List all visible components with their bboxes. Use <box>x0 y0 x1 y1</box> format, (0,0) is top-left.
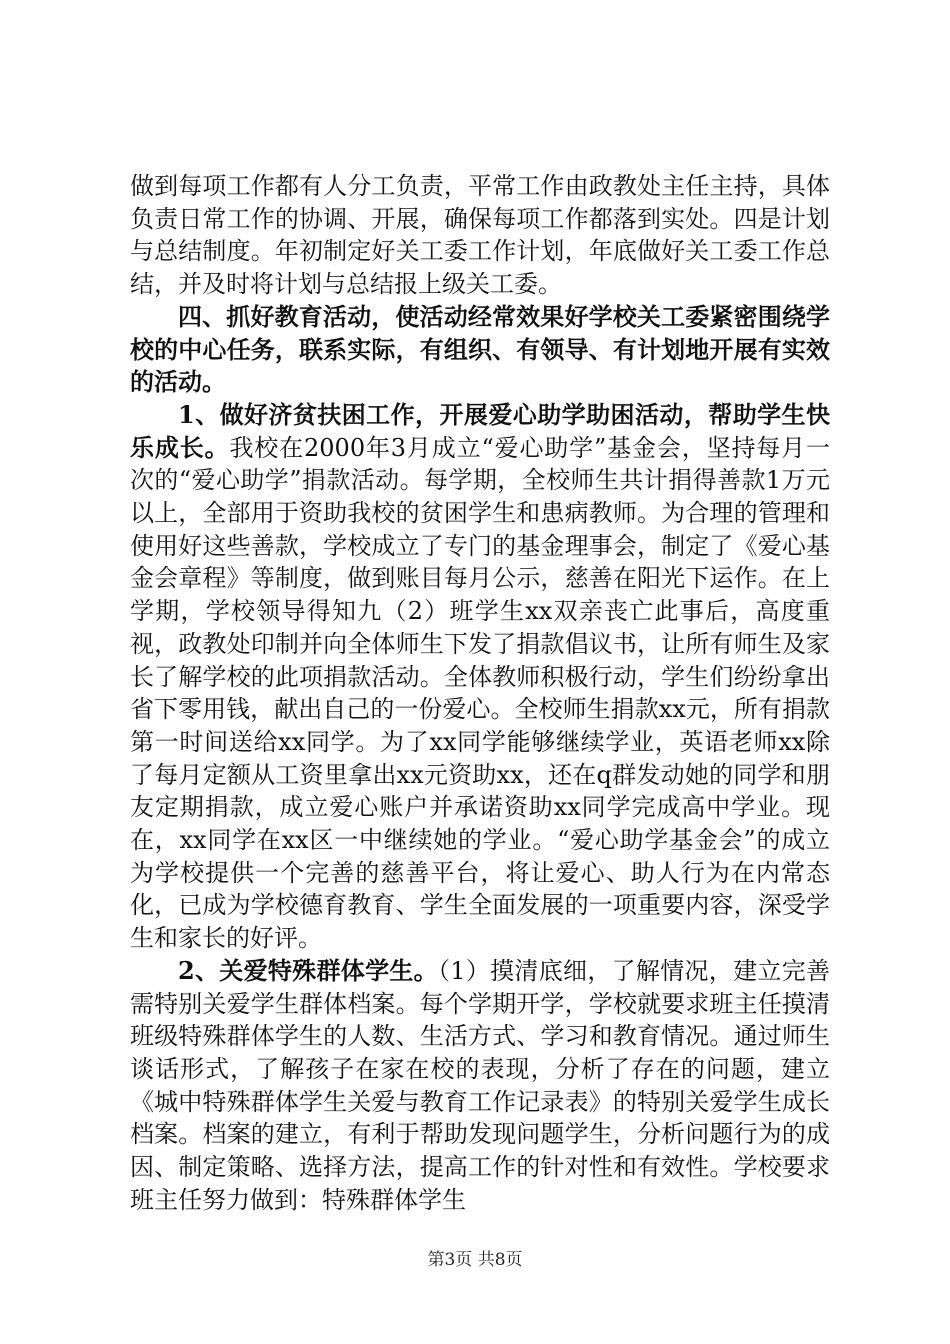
section-heading-4 <box>130 301 830 399</box>
paragraph-4-heading: 2、关爱特殊群体学生。 <box>178 955 438 985</box>
paragraph-4-text: （1）摸清底细，了解情况，建立完善需特别关爱学生群体档案。每个学期开学，学校就要求班主任摸清班级特殊群体学生的人数、生活方式、学习和教育情况。通过师生谈话形式，了解孩子在家在校的表现，分析了存在的问题，建立《城中特殊群体学生关爱与教育工作记录表》的特别关爱学生成长档案。档案的建立，有利于帮助发现问题学生，分析问题行为的成因、制定策略、选择方法，提高工作的针对性和有效性。学校要求班主任努力做到：特殊群体学生 <box>130 956 830 1214</box>
document-body <box>130 170 830 1217</box>
section-heading-4-text: 四、抓好教育活动，使活动经常效果好学校关工委紧密围绕学校的中心任务，联系实际，有组织、有领导、有计划地开展有实效的活动。 <box>130 301 830 397</box>
page-footer <box>0 1245 950 1270</box>
paragraph-1-text: 做到每项工作都有人分工负责，平常工作由政教处主任主持，具体负责日常工作的协调、开展，确保每项工作都落到实处。四是计划与总结制度。年初制定好关工委工作计划，年底做好关工委工作总结，并及时将计划与总结报上级关工委。 <box>130 172 830 299</box>
paragraph-3-text: 我校在2000年3月成立“爱心助学”基金会，坚持每月一次的“爱心助学”捐款活动。每学期，全校师生共计捐得善款1万元以上，全部用于资助我校的贫困学生和患病教师。为合理的管理和使用好这些善款，学校成立了专门的基金理事会，制定了《爱心基金会章程》等制度，做到账目每月公示，慈善在阳光下运作。在上学期，学校领导得知九（2）班学生xx双亲丧亡此事后，高度重视，政教处印制并向全体师生下发了捐款倡议书，让所有师生及家长了解学校的此项捐款活动。全体教师积极行动，学生们纷纷拿出省下零用钱，献出自己的一份爱心。全校师生捐款xx元，所有捐款第一时间送给xx同学。为了xx同学能够继续学业，英语老师xx除了每月定额从工资里拿出xx元资助xx，还在q群发动她的同学和朋友定期捐款，成立爱心账户并承诺资助xx同学完成高中学业。现在，xx同学在xx区一中继续她的学业。“爱心助学基金会”的成立为学校提供一个完善的慈善平台，将让爱心、助人行为在内常态化，已成为学校德育教育、学生全面发展的一项重要内容，深受学生和家长的好评。 <box>130 433 831 953</box>
paragraph-1 <box>130 170 830 301</box>
paragraph-3-heading: 1、做好济贫扶困工作，开展爱心助学助困活动，帮助学生快乐成长。 <box>130 399 830 462</box>
page-number-label: 第3页 共8页 <box>427 1250 523 1270</box>
paragraph-4 <box>130 955 830 1217</box>
paragraph-3 <box>130 399 830 955</box>
